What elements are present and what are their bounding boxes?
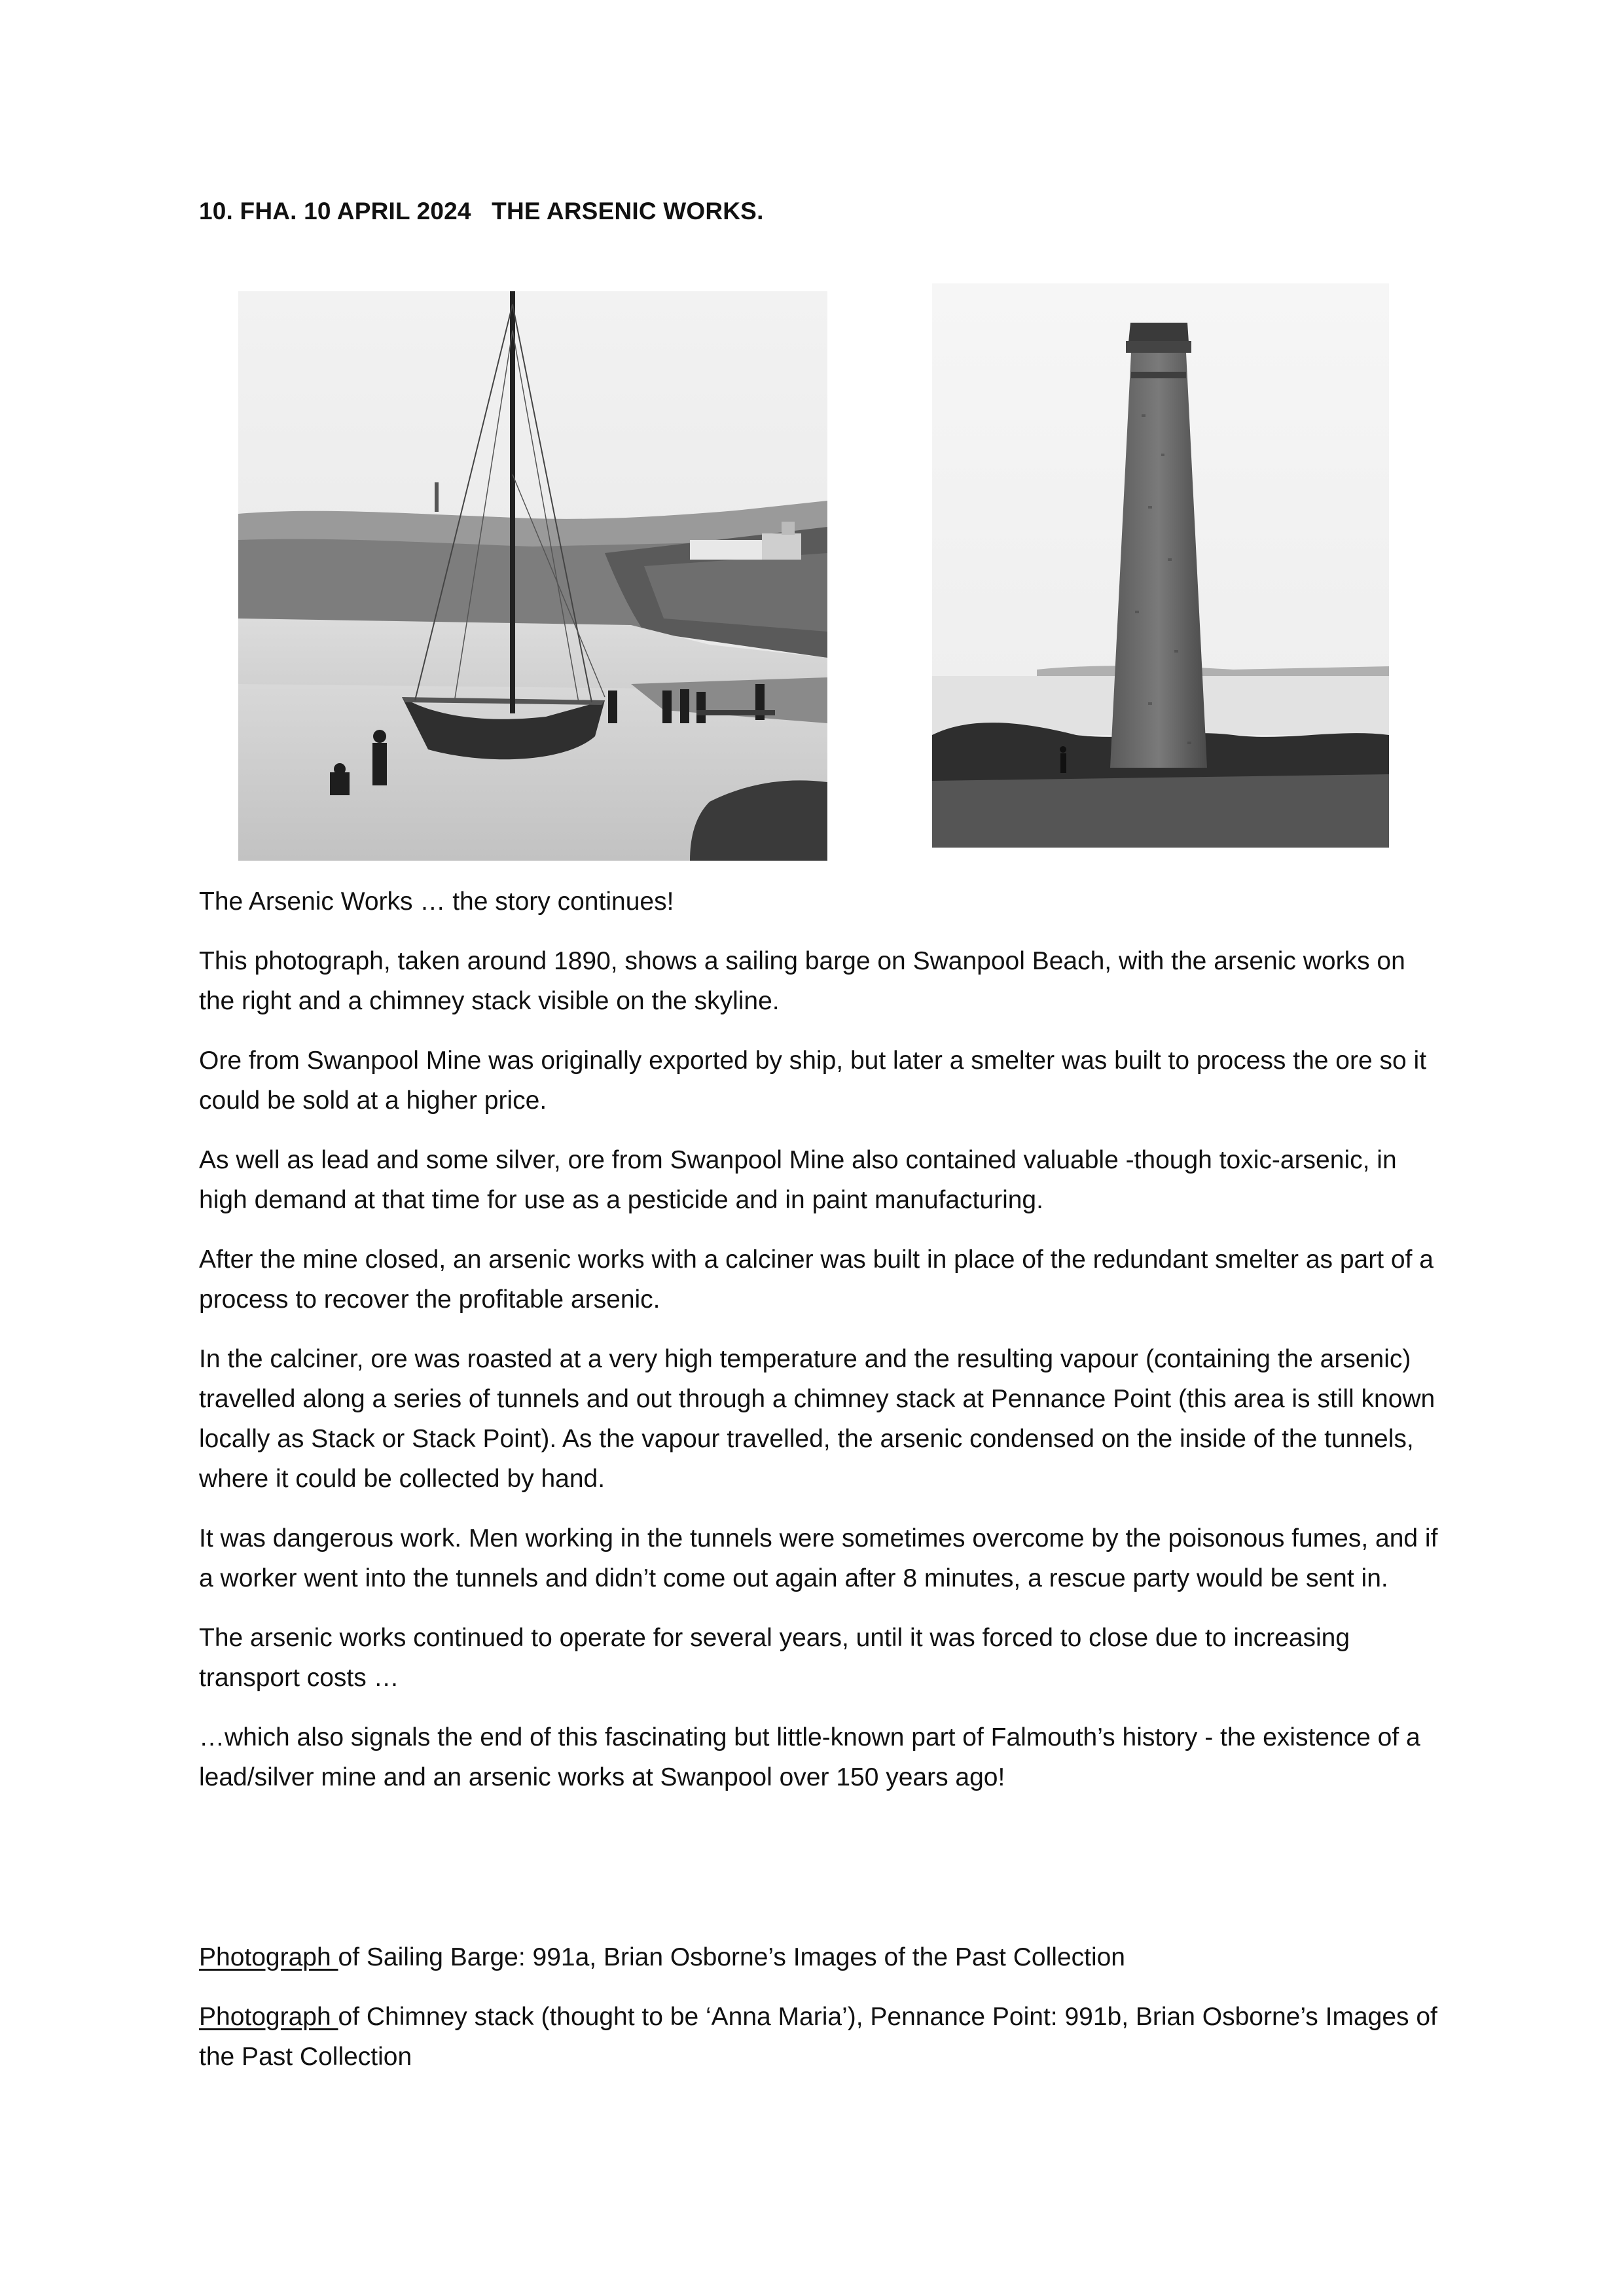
credit-label: Photograph — [199, 2003, 338, 2031]
sailing-barge-image — [238, 291, 827, 861]
credit-text: of Sailing Barge: 991a, Brian Osborne’s Images of the Past Collection — [338, 1943, 1125, 1971]
paragraph: The Arsenic Works … the story continues! — [199, 888, 674, 916]
paragraph: It was dangerous work. Men working in the tunnels were sometimes overcome by the poisonous fumes, and if a worker went into the tunnels and didn’t come out again after 8 minutes, a rescue party would be sent in. — [199, 1524, 1438, 1592]
paragraph: …which also signals the end of this fascinating but little-known part of Falmouth’s history - the existence of a lead/silver mine and an arsenic works at Swanpool over 150 years ago! — [199, 1723, 1420, 1791]
photo-chimney-stack — [932, 283, 1389, 848]
paragraph: After the mine closed, an arsenic works with a calciner was built in place of the redundant smelter as part of a process to recover the profitable arsenic. — [199, 1246, 1434, 1314]
photo-sailing-barge — [238, 291, 827, 861]
credit-item — [199, 1937, 1443, 1977]
credit-item — [199, 1997, 1443, 2077]
paragraph: This photograph, taken around 1890, shows a sailing barge on Swanpool Beach, with the arsenic works on the right and a chimney stack visible on the skyline. — [199, 947, 1405, 1015]
page-title: 10. FHA. 10 APRIL 2024 THE ARSENIC WORKS. — [199, 198, 764, 224]
paragraph: In the calciner, ore was roasted at a very high temperature and the resulting vapour (containing the arsenic) travelled along a series of tunnels and out through a chimney stack at Pennance Point (this area is still known locally as Stack or Stack Point). As the vapour travelled, the arsenic condensed on the inside of the tunnels, where it could be collected by hand. — [199, 1345, 1435, 1493]
paragraph: Ore from Swanpool Mine was originally exported by ship, but later a smelter was built to process the ore so it could be sold at a higher price. — [199, 1047, 1427, 1115]
credit-label: Photograph — [199, 1943, 338, 1971]
paragraph: The arsenic works continued to operate for several years, until it was forced to close due to increasing transport costs … — [199, 1624, 1350, 1692]
photo-credits — [199, 1937, 1443, 2096]
credit-text: of Chimney stack (thought to be ‘Anna Maria’), Pennance Point: 991b, Brian Osborne’s Images of the Past Collection — [199, 2003, 1437, 2071]
chimney-stack-image — [932, 283, 1389, 848]
article-body — [199, 882, 1443, 1817]
paragraph: As well as lead and some silver, ore from Swanpool Mine also contained valuable -though toxic-arsenic, in high demand at that time for use as a pesticide and in paint manufacturing. — [199, 1146, 1397, 1214]
